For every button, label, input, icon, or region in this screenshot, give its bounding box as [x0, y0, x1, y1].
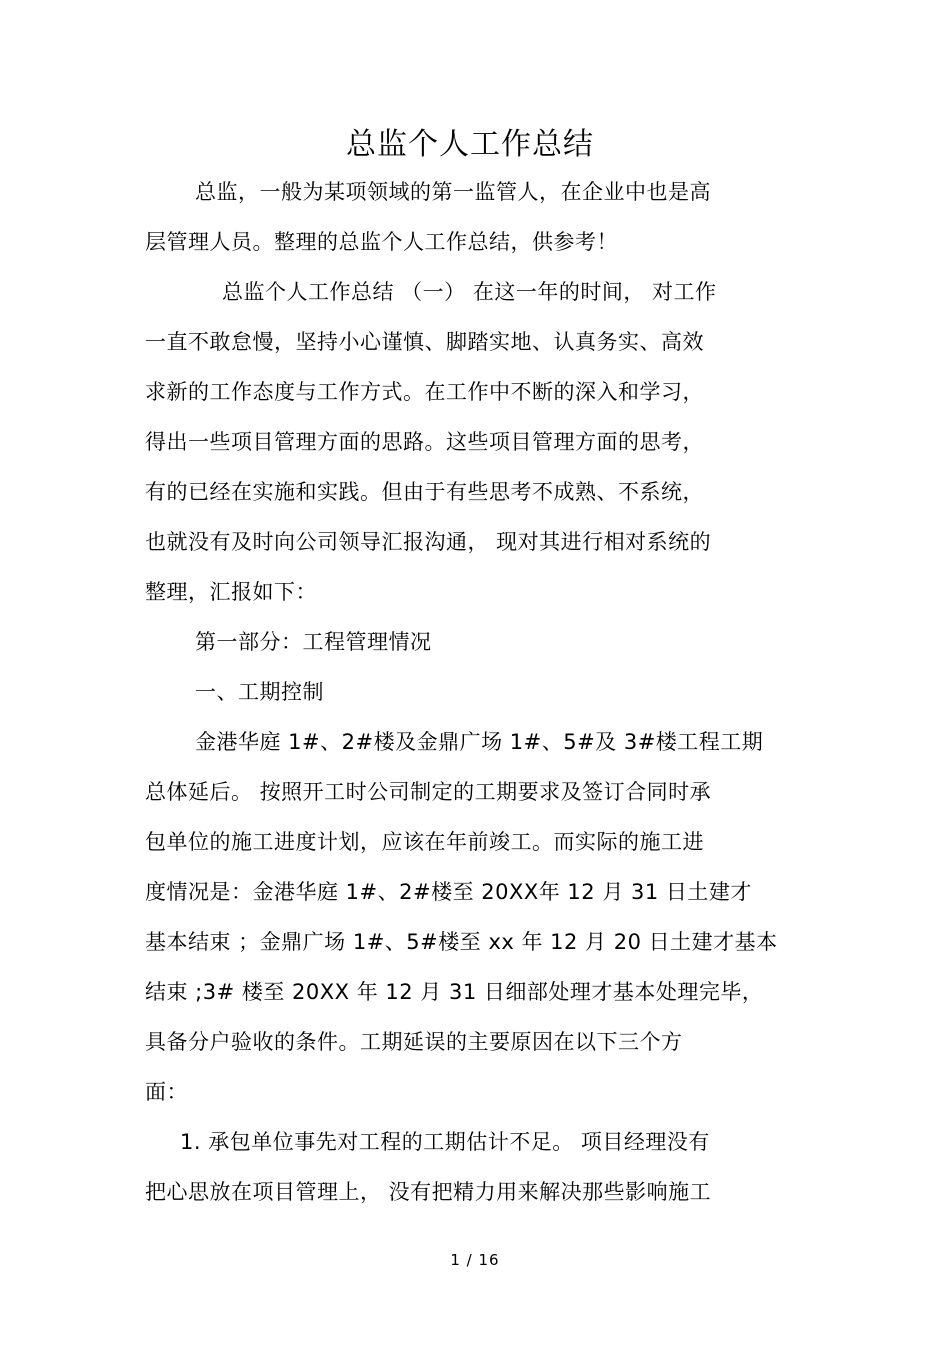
paragraph-line: 得出一些项目管理方面的思路。这些项目管理方面的思考，: [145, 430, 704, 454]
paragraph-line: 总体延后。 按照开工时公司制定的工期要求及签订合同时承: [145, 780, 712, 804]
paragraph-line: 求新的工作态度与工作方式。在工作中不断的深入和学习，: [145, 380, 704, 404]
subsection-heading: 一、工期控制: [195, 680, 324, 704]
page-number: 1 / 16: [450, 1251, 500, 1269]
paragraph-line: 具备分户验收的条件。工期延误的主要原因在以下三个方: [145, 1030, 683, 1054]
paragraph-line: 总监，一般为某项领域的第一监管人，在企业中也是高: [195, 180, 711, 204]
paragraph-line: 包单位的施工进度计划，应该在年前竣工。而实际的施工进: [145, 830, 704, 854]
paragraph-line: 把心思放在项目管理上， 没有把精力用来解决那些影响施工: [145, 1180, 712, 1204]
paragraph-line: 一直不敢怠慢，坚持小心谨慎、脚踏实地、认真务实、高效: [145, 330, 704, 354]
paragraph-line: 层管理人员。整理的总监个人工作总结，供参考！: [145, 230, 618, 254]
paragraph-line: 基本结束 ；金鼎广场 1#、5#楼至 xx 年 12 月 20 日土建才基本: [145, 930, 778, 954]
section-heading: 第一部分：工程管理情况: [195, 630, 432, 654]
paragraph-line: 度情况是：金港华庭 1#、2#楼至 20XX年 12 月 31 日土建才: [145, 880, 752, 904]
paragraph-line: 也就没有及时向公司领导汇报沟通， 现对其进行相对系统的: [145, 530, 712, 554]
paragraph-line: 总监个人工作总结 （一） 在这一年的时间， 对工作: [222, 280, 717, 304]
page-title: 总监个人工作总结: [346, 127, 594, 162]
paragraph-line: 结束 ;3# 楼至 20XX 年 12 月 31 日细部处理才基本处理完毕，: [145, 980, 764, 1004]
list-item: 1. 承包单位事先对工程的工期估计不足。 项目经理没有: [180, 1130, 710, 1154]
paragraph-line: 有的已经在实施和实践。但由于有些思考不成熟、不系统，: [145, 480, 704, 504]
paragraph-line: 金港华庭 1#、2#楼及金鼎广场 1#、5#及 3#楼工程工期: [195, 730, 764, 754]
paragraph-line: 整理，汇报如下：: [145, 580, 317, 604]
paragraph-line: 面：: [145, 1080, 188, 1104]
